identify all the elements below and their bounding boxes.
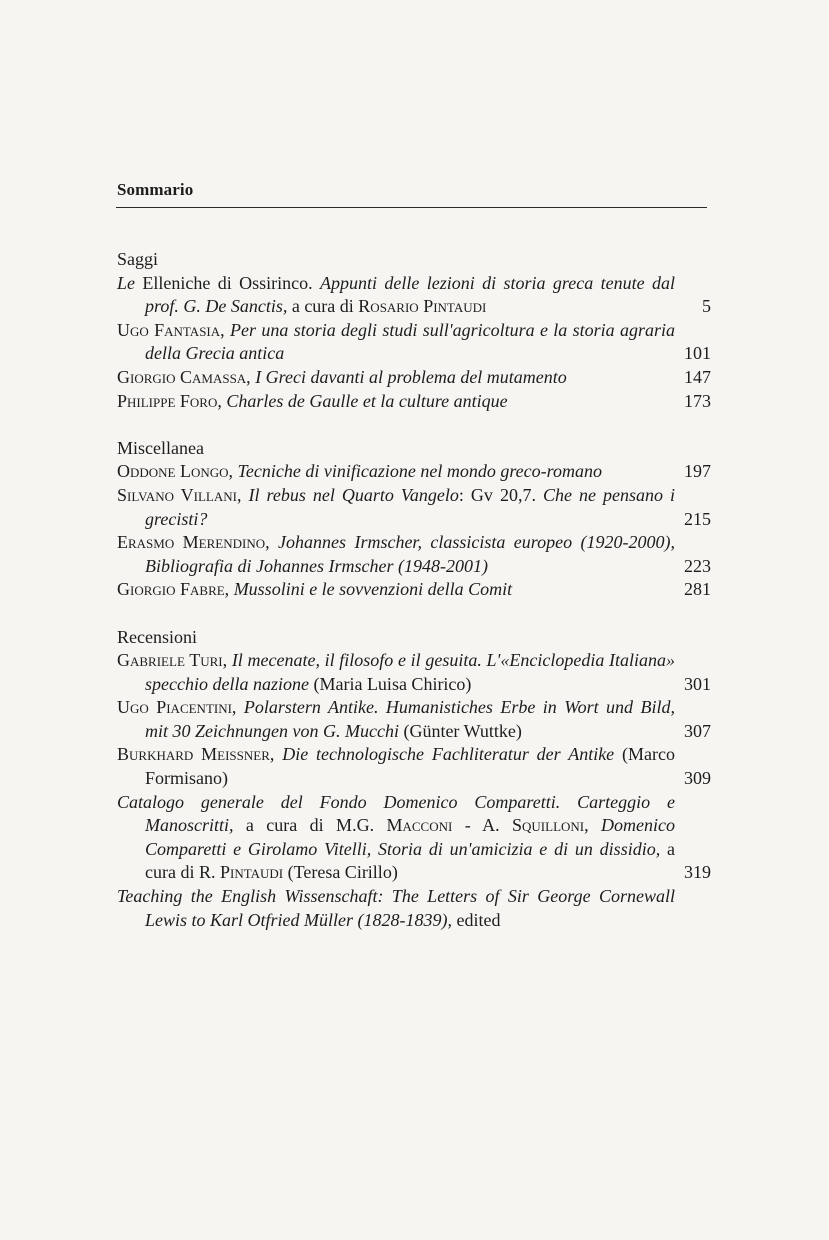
page-number: 309 xyxy=(684,768,711,789)
entry-title: Tecniche di vinificazione nel mondo greco-romano xyxy=(237,461,602,482)
toc-entry xyxy=(117,578,711,602)
entry-text: a cura di R. xyxy=(145,838,675,883)
page-number: 223 xyxy=(684,555,711,576)
page-number: 197 xyxy=(684,461,711,482)
entry-author: Burkhard Meissner, xyxy=(117,744,275,765)
entry-editor: Macconi xyxy=(386,815,453,836)
page-number: 101 xyxy=(684,343,711,364)
entry-title: Mussolini e le sovvenzioni della Comit xyxy=(233,579,513,600)
entry-author: Silvano Villani, xyxy=(117,484,242,505)
entry-title: Domenico Comparetti e Girolamo Vitelli, Storia di un'amicizia e di un dissidio, xyxy=(145,815,676,859)
entry-text: a cura di M.G. xyxy=(233,815,387,836)
entry-title: Il mecenate, il filosofo e il gesuita. L'«Enciclopedia Italiana» specchio della nazione xyxy=(145,650,675,694)
toc-entry xyxy=(117,649,711,696)
heading-rule xyxy=(116,207,707,208)
page-number: 301 xyxy=(684,673,711,694)
section-title-miscellanea: Miscellanea xyxy=(117,437,204,458)
entry-author: Ugo Piacentini, xyxy=(117,697,237,718)
toc-entry xyxy=(117,366,711,390)
entry-author: Giorgio Fabre, xyxy=(117,579,230,600)
page-title: Sommario xyxy=(117,180,194,199)
entry-title: Appunti delle lezioni di storia greca tenute dal prof. G. De Sanctis, xyxy=(145,272,675,317)
section-title-saggi: Saggi xyxy=(117,249,159,269)
entry-editor: Squilloni xyxy=(512,815,585,836)
toc-entry xyxy=(117,272,711,319)
section-gap xyxy=(117,413,711,437)
entry-author: Gabriele Turi, xyxy=(117,650,228,671)
entry-author: Giorgio Camassa, xyxy=(117,366,251,387)
entry-title: Le xyxy=(117,272,135,293)
entry-text: - A. xyxy=(452,815,513,836)
entry-title: Teaching the English Wissenschaft: The Letters of Sir George Cornewall Lewis to Karl Otfried Müller (1828-1839), xyxy=(117,886,675,930)
entry-text: , xyxy=(584,815,602,836)
toc-entry xyxy=(117,696,711,743)
entry-editor: Pintaudi xyxy=(219,862,284,883)
toc-entry xyxy=(117,885,711,932)
page-number: 215 xyxy=(684,508,711,529)
page-number: 281 xyxy=(684,579,711,600)
section-gap xyxy=(117,602,711,626)
entry-title: Catalogo generale del Fondo Domenico Comparetti. Carteggio e Manoscritti, xyxy=(117,791,675,836)
entry-title: Johannes Irmscher, classicista europeo (1920-2000), Bibliografia di Johannes Irmscher (1948-2001) xyxy=(145,532,676,576)
toc-entry xyxy=(117,319,711,366)
entry-reviewer: (Maria Luisa Chirico) xyxy=(308,673,472,694)
page-number: 173 xyxy=(684,390,711,411)
page-number: 147 xyxy=(684,366,711,387)
entry-reviewer: (Teresa Cirillo) xyxy=(283,862,398,883)
entry-title: Il rebus nel Quarto Vangelo xyxy=(248,484,459,505)
entry-text: Elleniche di Ossirinco. xyxy=(135,272,321,293)
entry-text: a cura di xyxy=(287,296,359,317)
entry-author: Philippe Foro, xyxy=(117,390,222,411)
section-title-recensioni: Recensioni xyxy=(117,626,197,647)
toc-entry xyxy=(117,460,711,484)
entry-title: Die technologische Fachliteratur der Antike xyxy=(282,744,615,765)
entry-title: Per una storia degli studi sull'agricoltura e la storia agraria della Grecia antica xyxy=(145,319,676,364)
entry-text: : Gv 20,7. xyxy=(458,484,543,505)
entry-author: Oddone Longo, xyxy=(117,461,234,482)
entry-title: Polarstern Antike. Humanistiches Erbe in Wort und Bild, mit 30 Zeichnungen von G. Mucchi xyxy=(145,697,675,741)
entry-author: Ugo Fantasia, xyxy=(117,319,225,340)
entry-editor: Rosario Pintaudi xyxy=(358,296,487,317)
entry-author: Erasmo Merendino, xyxy=(117,532,270,553)
entry-title: Charles de Gaulle et la culture antique xyxy=(226,390,508,411)
entry-reviewer: (Marco Formisano) xyxy=(145,744,675,789)
toc-entry xyxy=(117,531,711,578)
page-number: 5 xyxy=(702,296,711,317)
entry-text: edited xyxy=(452,909,501,930)
toc-entry xyxy=(117,743,711,790)
page-number: 319 xyxy=(684,862,711,883)
entry-title: Che ne pensano i grecisti? xyxy=(145,484,676,529)
page-number: 307 xyxy=(684,720,711,741)
toc-entry xyxy=(117,791,711,885)
table-of-contents xyxy=(117,248,711,932)
toc-entry xyxy=(117,484,711,531)
entry-title: I Greci davanti al problema del mutamento xyxy=(255,366,567,387)
toc-entry xyxy=(117,390,711,414)
entry-reviewer: (Günter Wuttke) xyxy=(398,720,522,741)
